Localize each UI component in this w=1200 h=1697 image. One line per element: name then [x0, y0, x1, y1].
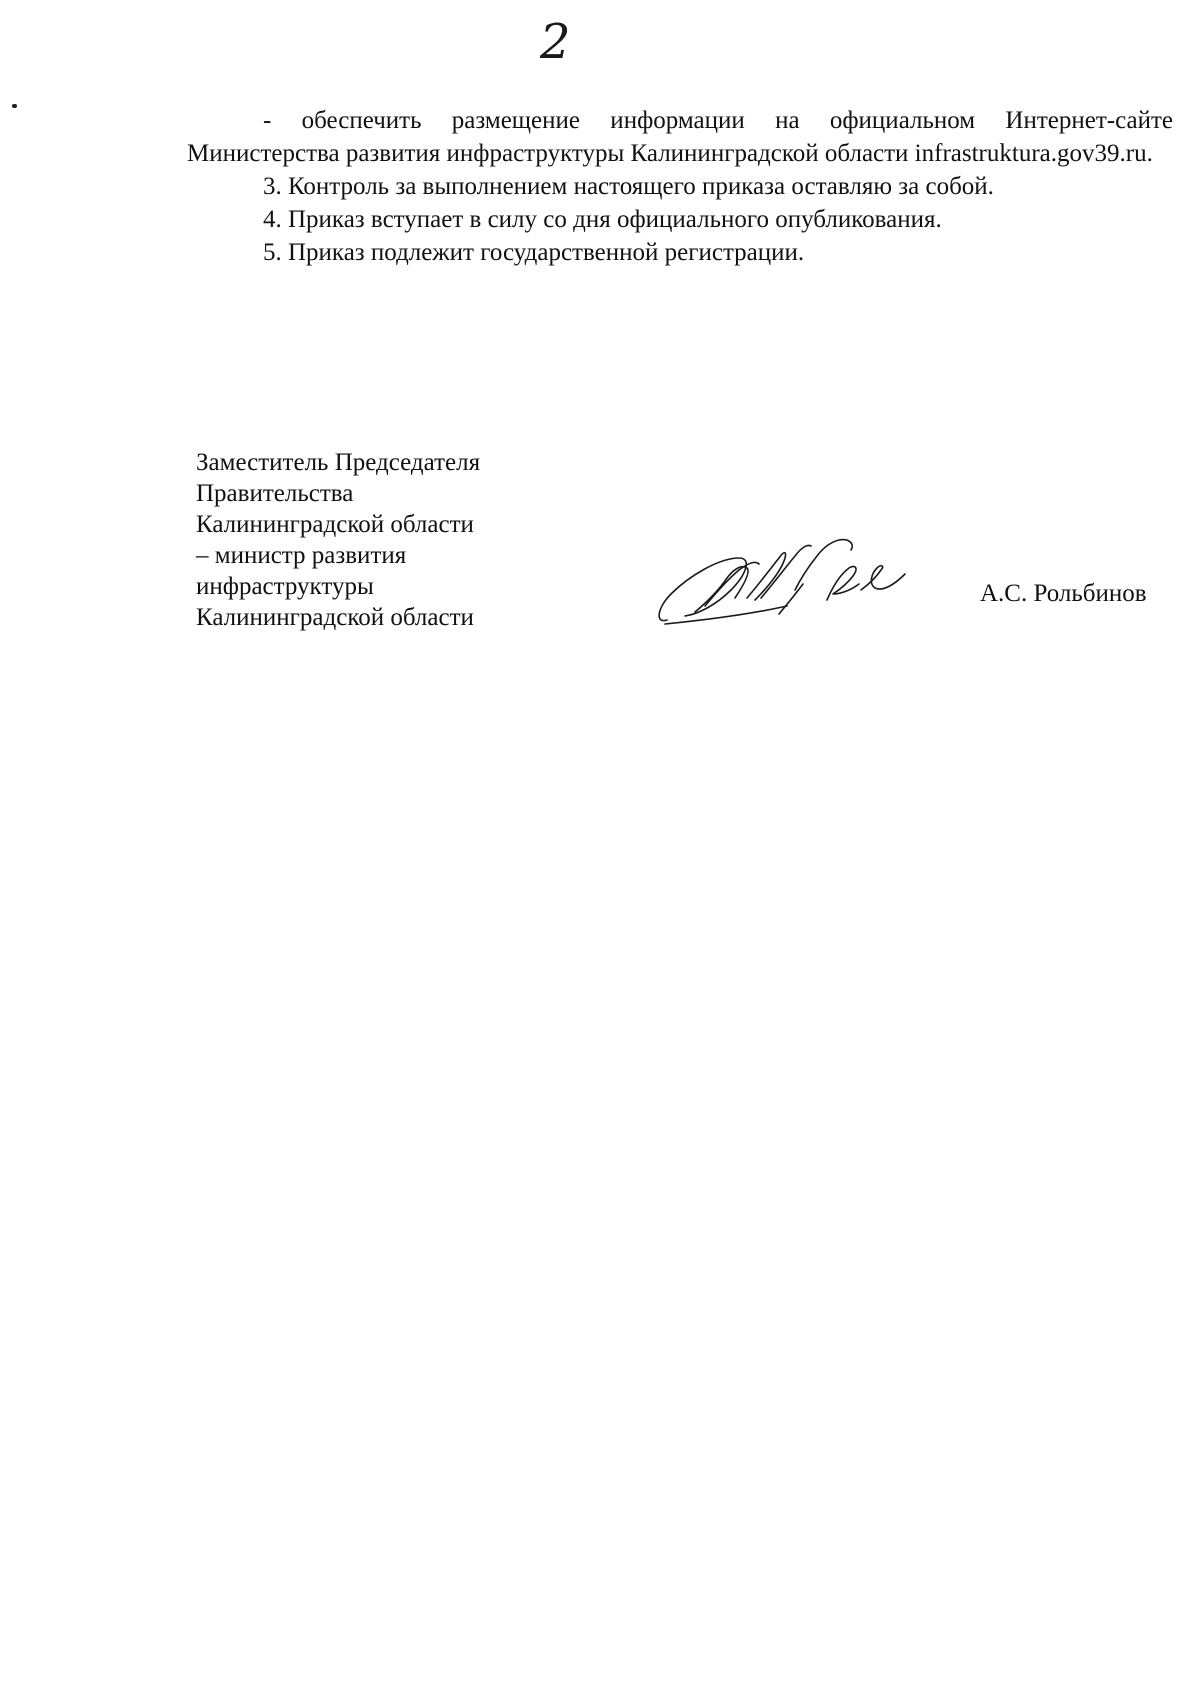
- page-number: 2: [540, 14, 571, 70]
- body-item-5: 5. Приказ подлежит государственной регистрации.: [263, 239, 805, 266]
- handwritten-signature: [655, 528, 925, 638]
- signatory-title: [196, 447, 536, 633]
- document-body: [187, 104, 1173, 269]
- signatory-title-line: Калининградской области: [196, 604, 474, 631]
- signatory-title-line: – министр развития: [196, 542, 407, 569]
- scan-speck: [12, 104, 17, 108]
- signatory-title-line: Заместитель Председателя: [196, 449, 481, 476]
- body-item-4: 4. Приказ вступает в силу со дня официального опубликования.: [263, 206, 942, 233]
- signatory-title-line: Калининградской области: [196, 511, 474, 538]
- signatory-title-line: инфраструктуры: [196, 573, 374, 600]
- body-item-3: 3. Контроль за выполнением настоящего приказа оставляю за собой.: [263, 173, 994, 200]
- body-paragraph-1: - обеспечить размещение информации на официальном Интернет-сайте Министерства развития инфраструктуры Калининградской области infrastruktura.gov39.ru.: [187, 107, 1173, 167]
- signatory-name: А.С. Рольбинов: [980, 580, 1147, 607]
- signatory-title-line: Правительства: [196, 480, 354, 507]
